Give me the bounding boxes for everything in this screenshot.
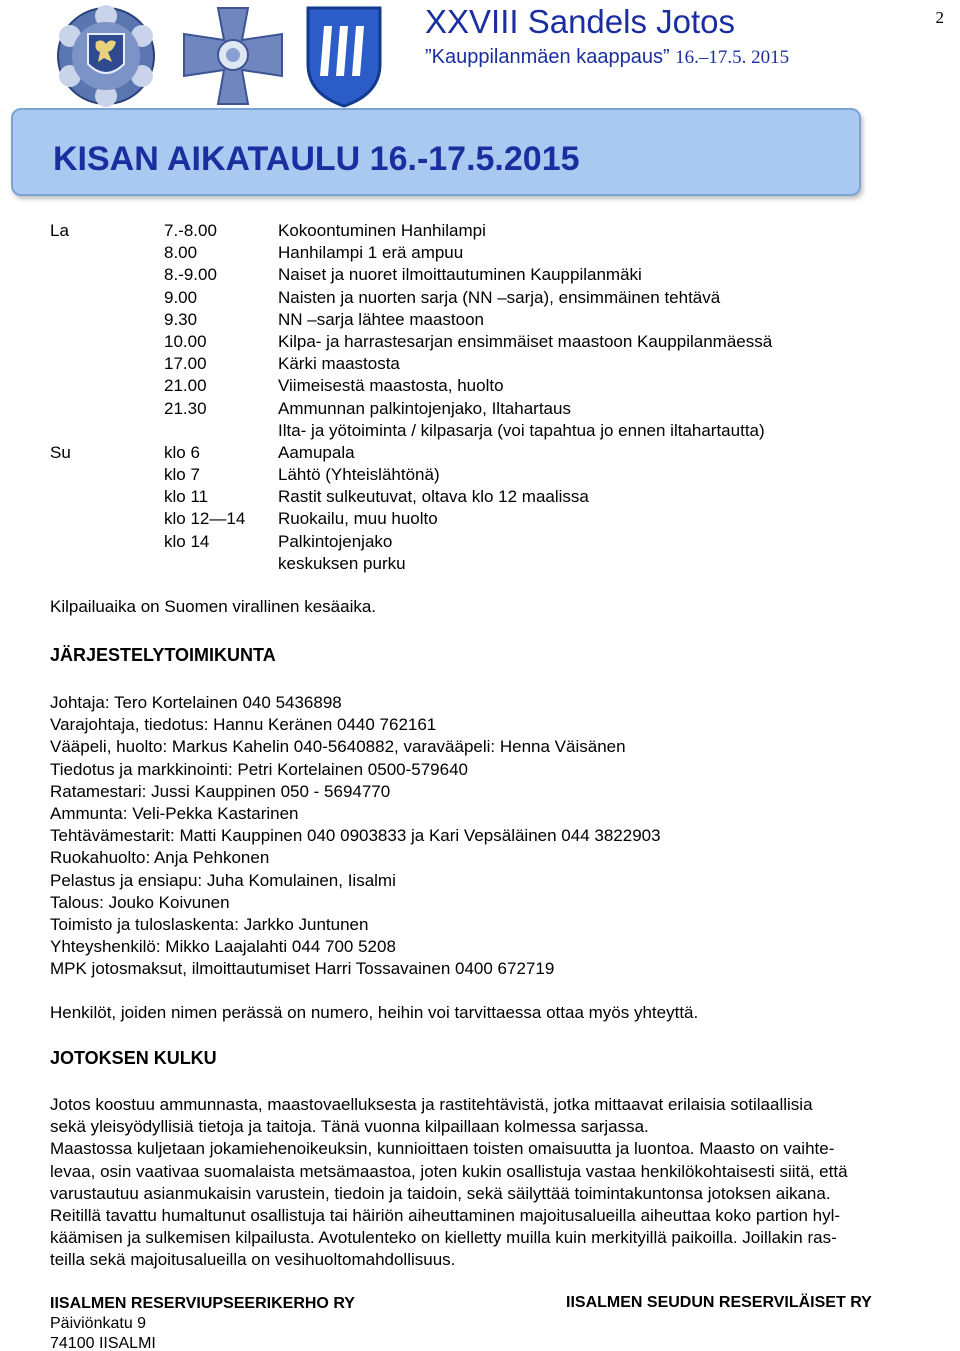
schedule-time: 8.00 <box>164 243 198 263</box>
course-line: teilla sekä majoitusalueilla on vesihuoltomahdollisuus. <box>50 1250 456 1270</box>
schedule-time: 9.30 <box>164 309 198 329</box>
page-number: 2 <box>935 8 944 27</box>
event-subtitle-date: 16.–17.5. 2015 <box>675 47 790 68</box>
schedule-time: 10.00 <box>164 331 207 351</box>
schedule-desc: Aamupala <box>278 442 355 462</box>
footer-left-city: 74100 IISALMI <box>50 1335 156 1351</box>
lion-emblem-icon <box>48 4 164 108</box>
schedule-time: klo 12—14 <box>164 509 246 529</box>
schedule-day: Su <box>50 442 71 462</box>
committee-member: MPK jotosmaksut, ilmoittautumiset Harri Tossavainen 0400 672719 <box>50 959 555 979</box>
course-description <box>50 1094 950 1272</box>
schedule-time: 17.00 <box>164 354 207 374</box>
event-title: XXVIII Sandels Jotos <box>425 3 736 40</box>
schedule-banner <box>11 108 861 196</box>
committee-member: Ammunta: Veli-Pekka Kastarinen <box>50 804 299 824</box>
committee-member: Tehtävämestarit: Matti Kauppinen 040 0903833 ja Kari Vepsäläinen 044 3822903 <box>50 826 661 846</box>
course-heading: JOTOKSEN KULKU <box>50 1048 217 1068</box>
event-subtitle-name: ”Kauppilanmäen kaappaus” <box>425 46 670 68</box>
schedule-desc: Hanhilampi 1 erä ampuu <box>278 243 464 263</box>
schedule-time: klo 7 <box>164 465 200 485</box>
shield-emblem-icon <box>304 4 384 108</box>
course-line: Jotos koostuu ammunnasta, maastovaelluksesta ja rastitehtävistä, jotka mittaavat erilaisia sotilaallisia <box>50 1095 813 1114</box>
footer-left <box>50 1294 355 1351</box>
time-note: Kilpailuaika on Suomen virallinen kesäaika. <box>50 597 377 616</box>
schedule-desc: Kilpa- ja harrastesarjan ensimmäiset maastoon Kauppilanmäessä <box>278 331 773 351</box>
schedule-time: 8.-9.00 <box>164 265 217 285</box>
schedule-desc: keskuksen purku <box>278 553 406 573</box>
course-line: Maastossa kuljetaan jokamiehenoikeuksin, kunnioittaen toisten omaisuutta ja luontoa. Maasto on vaihte- <box>50 1139 835 1159</box>
schedule-desc: Kokoontuminen Hanhilampi <box>278 221 486 240</box>
schedule-desc: NN –sarja lähtee maastoon <box>278 309 485 329</box>
course-line: sekä yleisyödyllisiä tietoja ja taitoja. Tänä vuonna kilpaillaan kolmessa sarjassa. <box>50 1117 649 1137</box>
schedule-time: 21.30 <box>164 398 207 418</box>
schedule-time: 9.00 <box>164 287 198 307</box>
schedule-desc: Ammunnan palkintojenjako, Iltahartaus <box>278 398 571 418</box>
contact-note: Henkilöt, joiden nimen perässä on numero, heihin voi tarvittaessa ottaa myös yhteyttä. <box>50 1003 699 1022</box>
committee-list <box>50 692 661 981</box>
committee-member: Ruokahuolto: Anja Pehkonen <box>50 848 270 868</box>
footer-left-org: IISALMEN RESERVIUPSEERIKERHO RY <box>50 1295 355 1312</box>
schedule-banner-title: KISAN AIKATAULU 16.-17.5.2015 <box>53 140 580 178</box>
event-subtitle <box>425 46 789 69</box>
footer-right-org: IISALMEN SEUDUN RESERVILÄISET RY <box>566 1294 872 1311</box>
schedule-time: klo 11 <box>164 487 209 507</box>
schedule-desc: Palkintojenjako <box>278 531 393 551</box>
schedule-desc: Rastit sulkeutuvat, oltava klo 12 maalissa <box>278 487 589 507</box>
committee-member: Ratamestari: Jussi Kauppinen 050 - 5694770 <box>50 781 391 801</box>
schedule-desc: Viimeisestä maastosta, huolto <box>278 376 504 396</box>
schedule-desc: Naisten ja nuorten sarja (NN –sarja), ensimmäinen tehtävä <box>278 287 721 307</box>
footer-left-street: Päiviönkatu 9 <box>50 1315 147 1332</box>
committee-member: Toimisto ja tuloslaskenta: Jarkko Juntunen <box>50 915 369 935</box>
committee-member: Varajohtaja, tiedotus: Hannu Keränen 0440 762161 <box>50 715 437 735</box>
course-line: Reitillä tavattu humaltunut osallistuja tai häiriön aiheuttaminen majoitusalueilla aiheuttaa koko partion hyl- <box>50 1206 841 1226</box>
course-line: käämisen ja sulkemisen kilpailusta. Avotulenteko on kielletty muilla kuin merkityillä paikoilla. Joillakin ras- <box>50 1228 837 1248</box>
cross-emblem-icon <box>178 4 288 108</box>
schedule-day: La <box>50 221 69 240</box>
course-line: levaa, osin vaativaa suomalaista metsämaastoa, joten kukin osallistuja vastaa henkilökohtaisesti siitä, että <box>50 1161 848 1181</box>
schedule-desc: Ilta- ja yötoiminta / kilpasarja (voi tapahtua jo ennen iltahartautta) <box>278 420 765 440</box>
committee-member: Pelastus ja ensiapu: Juha Komulainen, Iisalmi <box>50 870 396 890</box>
committee-member: Vääpeli, huolto: Markus Kahelin 040-5640882, varavääpeli: Henna Väisänen <box>50 737 626 757</box>
logo-group <box>48 4 378 108</box>
schedule-time: 21.00 <box>164 376 207 396</box>
schedule-desc: Lähtö (Yhteislähtönä) <box>278 465 440 485</box>
schedule-time: klo 14 <box>164 531 210 551</box>
schedule-desc: Naiset ja nuoret ilmoittautuminen Kauppilanmäki <box>278 265 642 285</box>
schedule-time: 7.-8.00 <box>164 221 217 240</box>
committee-member: Tiedotus ja markkinointi: Petri Kortelainen 0500-579640 <box>50 759 469 779</box>
committee-member: Johtaja: Tero Kortelainen 040 5436898 <box>50 693 342 712</box>
schedule-desc: Ruokailu, muu huolto <box>278 509 438 529</box>
course-line: varustautuu asianmukaisin varustein, tiedoin ja taidoin, sekä säilyttää toimintakuntonsa jotoksen aikana. <box>50 1183 831 1203</box>
committee-member: Talous: Jouko Koivunen <box>50 892 230 912</box>
committee-member: Yhteyshenkilö: Mikko Laajalahti 044 700 5208 <box>50 937 396 957</box>
committee-heading: JÄRJESTELYTOIMIKUNTA <box>50 645 276 665</box>
schedule-time: klo 6 <box>164 442 200 462</box>
schedule-desc: Kärki maastosta <box>278 354 400 374</box>
